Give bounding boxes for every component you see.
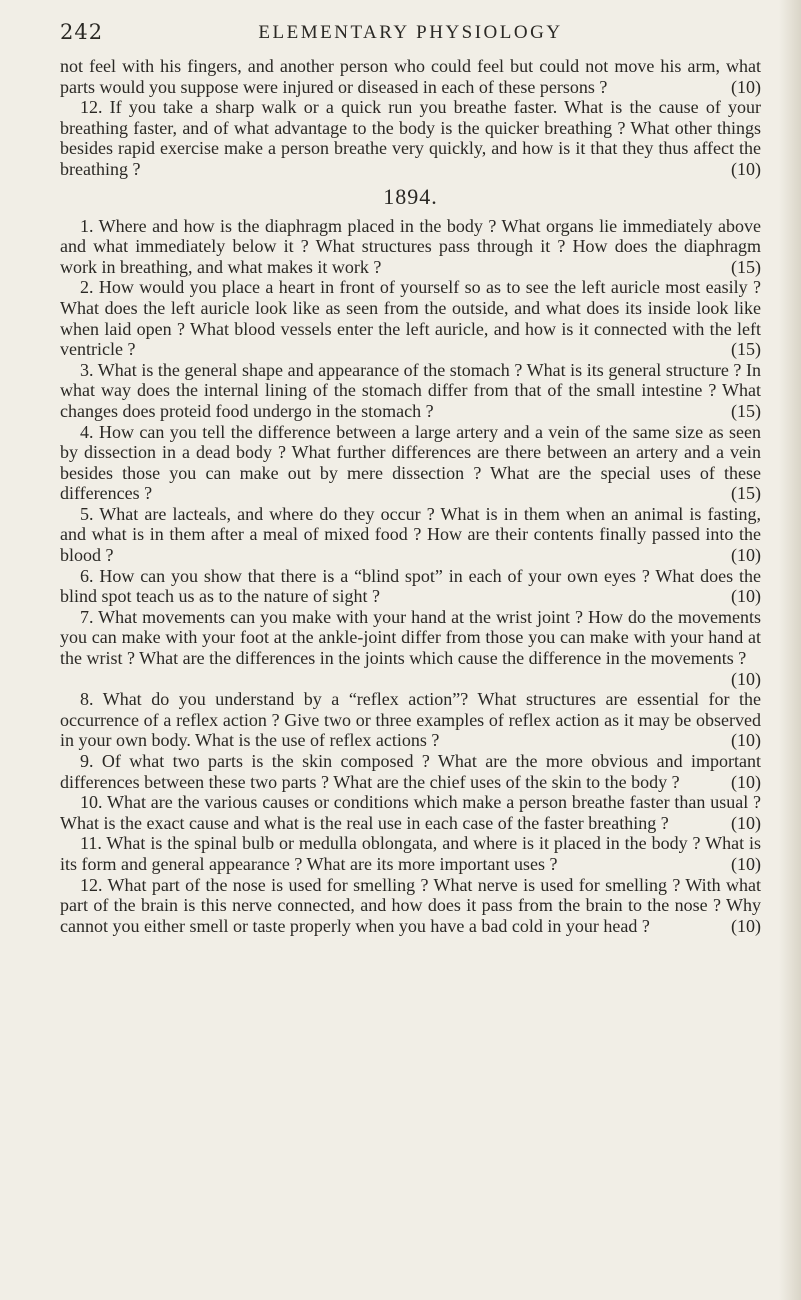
question-text: 12. What part of the nose is used for smelling ? What nerve is used for smelling ? With what part of the brain is this nerve connected, and how does it pass from the brain to the nose ? Why cannot you either smell or taste properly when you have a bad cold in your head ? [60,874,761,936]
page-edge-shadow [779,0,801,1300]
question-marks: (10) [731,771,761,792]
question-text: 11. What is the spinal bulb or medulla oblongata, and where is it placed in the body ? What is its form and general appearance ? What are its more important uses ? [60,833,761,874]
question-item [60,56,761,97]
question-text: 12. If you take a sharp walk or a quick run you breathe faster. What is the cause of your breathing faster, and of what advantage to the body is the quicker breathing ? What other things besides rapid exercise make a person breathe very quickly, and how is it that they thus affect the breathing ? [60,97,761,179]
running-title: ELEMENTARY PHYSIOLOGY [258,22,563,43]
page-number: 242 [60,20,104,44]
question-item [60,277,761,359]
questions-top [60,56,761,180]
question-item [60,422,761,504]
question-item [60,504,761,566]
question-marks: (10) [731,730,761,751]
question-marks: (15) [731,483,761,504]
question-marks: (15) [731,400,761,421]
question-marks: (15) [731,256,761,277]
question-text: 1. Where and how is the diaphragm placed in the body ? What organs lie immediately above and what immediately below it ? What structures pass through it ? How does the diaphragm work in breathing, and what makes it work ? [60,215,761,277]
question-item [60,751,761,792]
question-marks: (10) [731,158,761,179]
question-marks: (10) [731,545,761,566]
question-text: 6. How can you show that there is a “blind spot” in each of your own eyes ? What does the blind spot teach us as to the nature of sight ? [60,565,761,607]
question-item [60,792,761,833]
question-item [60,607,761,689]
question-marks: (10) [731,668,761,689]
question-item [60,97,761,179]
year-heading: 1894. [383,183,438,209]
question-text: 5. What are lacteals, and where do they occur ? What is in them when an animal is fasting, and what is in them after a meal of mixed food ? How are their contents finally passed into the blood ? [60,503,761,566]
question-marks: (10) [731,76,761,97]
question-marks: (10) [731,915,761,936]
running-head [60,20,761,56]
question-item [60,833,761,874]
question-text: 4. How can you tell the difference between a large artery and a vein of the same size as seen by dissection in a dead body ? What further differences are there between an artery and a vein besides those you can make out by mere dissection ? What are the special uses of these differences ? [60,421,761,504]
question-text: 8. What do you understand by a “reflex action”? What structures are essential for the occurrence of a reflex action ? Give two or three examples of reflex action as it may be observed in your own body. What is the use of reflex actions ? [60,689,761,751]
question-item [60,689,761,751]
question-text: 7. What movements can you make with your hand at the wrist joint ? How do the movements you can make with your foot at the ankle-joint differ from those you can make with your hand at the wrist ? What are the differences in the joints which cause the difference in the movements ? [60,606,761,669]
question-item [60,216,761,278]
question-item [60,360,761,422]
question-text: 9. Of what two parts is the skin composed ? What are the more obvious and important differences between these two parts ? What are the chief uses of the skin to the body ? [60,751,761,792]
question-marks: (15) [731,339,761,360]
question-marks: (10) [731,853,761,874]
question-marks: (10) [731,586,761,607]
questions-1894 [60,216,761,937]
question-text: 3. What is the general shape and appearance of the stomach ? What is its general structure ? In what way does the internal lining of the stomach differ from that of the small intestine ? What changes does proteid food undergo in the stomach ? [60,359,761,421]
question-text: not feel with his fingers, and another person who could feel but could not move his arm, what parts would you suppose were injured or diseased in each of these persons ? [60,56,761,97]
question-item [60,566,761,607]
question-marks: (10) [731,812,761,833]
question-text: 2. How would you place a heart in front of yourself so as to see the left auricle most easily ? What does the left auricle look like as seen from the outside, and what does its inside look like when laid open ? What blood vessels enter the left auricle, and how is it connected with the left ventricle ? [60,277,761,360]
question-item [60,875,761,937]
question-text: 10. What are the various causes or conditions which make a person breathe faster than usual ? What is the exact cause and what is the real use in each case of the faster breathing ? [60,792,761,833]
